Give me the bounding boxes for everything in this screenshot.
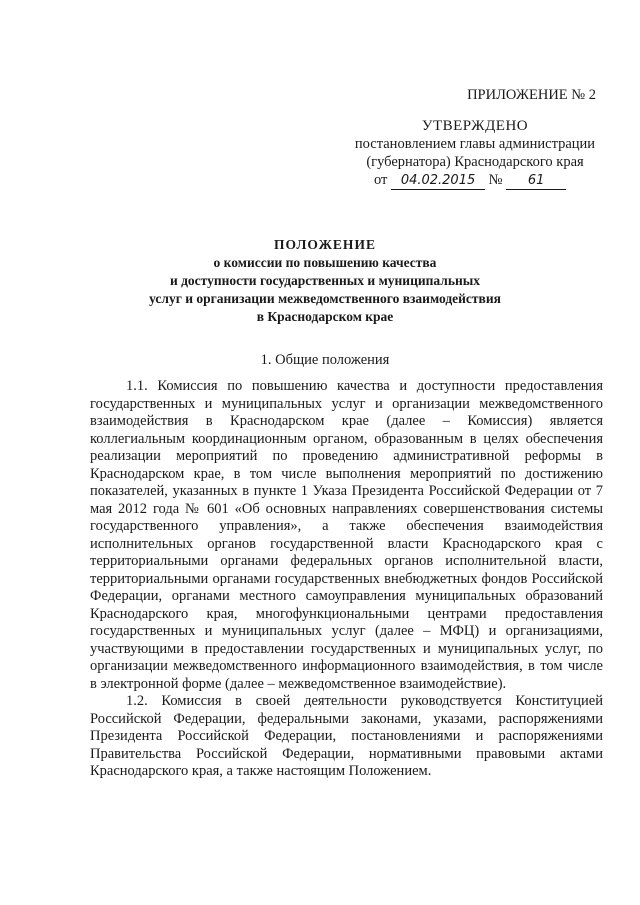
title-line-1: ПОЛОЖЕНИЕ	[274, 237, 376, 252]
title-line-4: услуг и организации межведомственного взаимодействия	[149, 291, 501, 306]
decree-line-1: постановлением главы администрации	[354, 136, 596, 152]
title-line-3: и доступности государственных и муниципальных	[169, 273, 481, 288]
number-prefix: №	[488, 172, 503, 188]
decree-line-2: (губернатора) Краснодарского края	[366, 154, 584, 170]
decree-date-line	[340, 171, 610, 190]
paragraph-1-1: 1.1. Комиссия по повышению качества и доступности предоставления государственных и муниципальных услуг и организации межведомственного взаимодействия в Краснодарском крае (далее – Комиссия) является коллегиальным координационным органом, образованным в целях обеспечения реализации мероприятий по проведению административной реформы в Краснодарском крае, в том числе выполнения мероприятий по достижению показателей, указанных в пункте 1 Указа Президента Российской Федерации от 7 мая 2012 года № 601 «Об основных направлениях совершенствования системы государственного управления», а также обеспечения взаимодействия исполнительных органов государственной власти Краснодарского края с территориальными органами федеральных органов исполнительной власти, территориальными органами государственных внебюджетных фондов Российской Федерации, органами местного самоуправления муниципальных образований Краснодарского края, многофункциональными центрами предоставления государственных и муниципальных услуг (далее – МФЦ) и организациями, участвующими в предоставлении государственных и муниципальных услуг, по организации межведомственного информационного взаимодействия, в том числе в электронной форме (далее – межведомственное взаимодействие).	[90, 378, 603, 692]
date-prefix: от	[374, 172, 388, 188]
approved-label: УТВЕРЖДЕНО	[421, 118, 529, 134]
handwritten-date: 04.02.2015	[391, 173, 485, 190]
title-line-2: о комиссии по повышению качества	[213, 255, 437, 270]
title-line-5: в Краснодарском крае	[256, 309, 394, 324]
approval-block	[340, 86, 610, 190]
section-heading: 1. Общие положения	[260, 352, 390, 368]
section-body	[90, 378, 603, 781]
handwritten-number: 61	[506, 173, 566, 190]
appendix-label: ПРИЛОЖЕНИЕ № 2	[467, 87, 596, 103]
document-title	[90, 236, 560, 326]
paragraph-1-2: 1.2. Комиссия в своей деятельности руководствуется Конституцией Российской Федерации, федеральными законами, указами, распоряжениями Президента Российской Федерации, постановлениями и распоряжениями Правительства Российской Федерации, нормативными правовыми актами Краснодарского края, а также настоящим Положением.	[90, 693, 603, 779]
